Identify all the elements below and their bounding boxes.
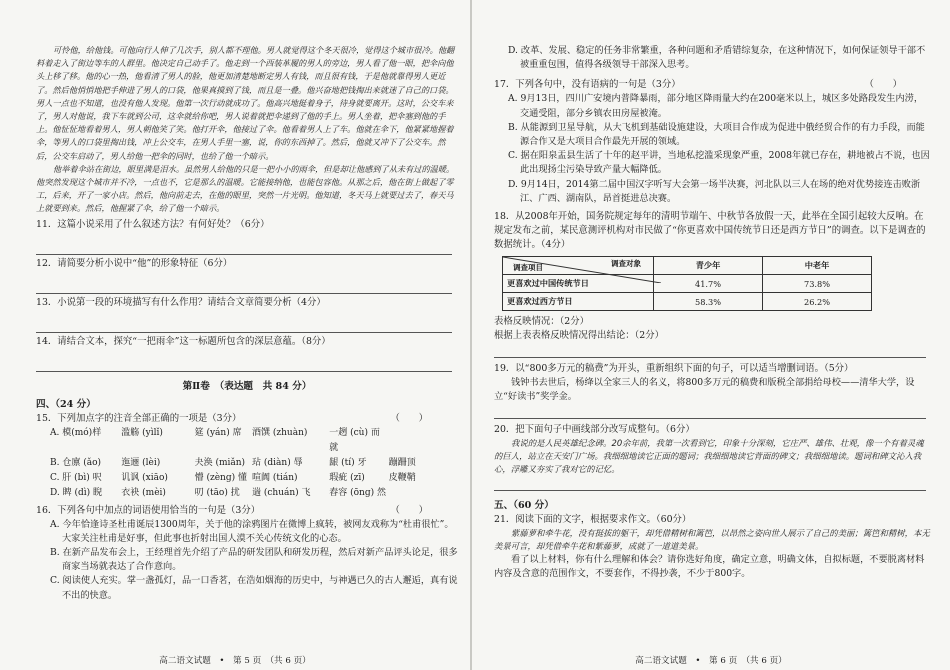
answer-line[interactable]: [36, 232, 452, 255]
question-18: 18．从2008年开始，国务院规定每年的清明节端午、中秋节各放假一天，此举在全国引起较大反响。在规定发布之前，某民意测评机构对市民做了“你更喜欢中国传统节日还是西方节日”的调查。以下是调查的数据统计。（4分）: [494, 211, 926, 251]
q16-option-d[interactable]: D. 改革、发展、稳定的任务非常繁重，各种问题和矛盾错综复杂，在这种情况下，如何保证领导干部不被重重包围，值得各级领导干部深入思考。: [508, 45, 926, 71]
answer-line[interactable]: [494, 404, 926, 419]
option-row-c[interactable]: C. 肝 (bì) 呎 讥讽 (xiāo) 懵 (zèng) 懂 喧阗 (tián) 瑕疵 (zī) 皮鞭鞘: [50, 472, 416, 483]
section-four-heading: 四、（24 分）: [36, 398, 96, 410]
table-row: [503, 293, 872, 311]
col-header-youth: 青少年: [654, 257, 763, 275]
q17-option-c[interactable]: C. 据在阳泉盂县生活了十年的赵平讲，当地私挖滥采现象严重，2008年就已存在，耕地被占不说，也因此出现扬尘污染导致产量大幅降低。: [508, 150, 930, 176]
cell-value: 41.7%: [654, 275, 763, 293]
row-label: 更喜欢过西方节日: [503, 293, 654, 311]
question-11: 11．这篇小说采用了什么叙述方法？有何好处？（6分）: [36, 218, 270, 230]
cell-value: 26.2%: [763, 293, 872, 311]
q17-option-d[interactable]: D. 9月14日，2014第二届中国汉字听写大会第一场半决赛，河北队以三人在场的绝对优势接连击败浙江、广西、湖南队，昂首挺进总决赛。: [508, 178, 921, 204]
q15-options: [36, 426, 458, 501]
q18-part-b: 根据上表表格反映情况得出结论：（2分）: [494, 330, 665, 342]
part2-title: 第Ⅱ卷 （表达题 共 84 分）: [182, 380, 312, 392]
corner-top-label: 调查对象: [611, 259, 641, 269]
corner-bottom-label: 调查项目: [513, 263, 543, 273]
story-paragraph: 可怜他，给他钱。可他向行人伸了几次手，别人都不理他。男人就觉得这个冬天很冷，觉得这个城市很冷。他翻料着走入了街边等车的人群里。他决定自己动手了。他走到一个西装革履的男人的旁边，男人看了他一眼，把伞向他头上移了移。他的心一热，他看清了男人的脸，他更加清楚地断定男人有钱，而且很有钱，于是他就靠得男人更近了。然后他悄悄地把手伸进了男人的口袋，他果真摸到了钱，而且是一叠。他兴奋地把钱掏出来就迷了自己的口袋。男人一点也不知道，也没有他人发现。他第一次行动就成功了。他高兴地挺着身子，待身就要离开。这时，公交车来了，男人对他说，我下车就到公司，这伞就给你吧，男人说着就把伞递到了他的手上。男人坐着，把伞塞到他的手上。他怔怔地看着男人，男人朝他笑了笑。他打开伞，他接过了伞。他看着男人上了车。他就在伞下，他紧紧地握着伞，等男人的口袋里掏出钱，冲上公交车，在男人手里一塞，说，你的东西掉了。然后，他就又冲下了公交车。然后，公交车启动了，男人给他一把伞的同时，也给了他一个暗示。: [36, 45, 455, 161]
cell-value: 58.3%: [654, 293, 763, 311]
answer-line[interactable]: [494, 476, 926, 491]
question-16: 16．下列各句中加点的词语使用恰当的一句是（3分） （ ）: [36, 504, 428, 516]
question-21: 21．阅读下面的文字，根据要求作文。（60分）: [494, 514, 692, 526]
question-20: 20．把下面句子中画线部分改写成整句。（6分）: [494, 424, 695, 436]
cell-value: 73.8%: [763, 275, 872, 293]
option-row-b[interactable]: B. 仓廪 (ǎo) 迤逦 (lèi) 夬涣 (miǎn) 玷 (diàn) 辱 龈 (tí) 牙 蹦跚顶: [50, 457, 416, 468]
col-header-elder: 中老年: [763, 257, 872, 275]
section-five-heading: 五、（60 分）: [494, 500, 554, 512]
story-paragraph: 他举着伞站在街边，眼里满是泪水。虽然男人给他的只是一把小小的雨伞，但是却让他感到了从未有过的温暖。他突然发现这个城市并不冷，一点也不，它是那么的温暖。它能接纳他，也能包容他。从那之后，他在街上做起了零工，后来，开了一家小店。然后，他向前走去，在他的眼里，突然一片光明。他知道，冬天马上就要过去了，春天马上就要到来。然后，他握紧了伞，给了他一个暗示。: [36, 163, 455, 214]
q20-material: 我说的是人民英雄纪念碑。20余年前，我第一次看到它，印象十分深刻，它庄严、雄伟、壮观，像一个有着灵魂的巨人，站立在天安门广场。我细细地读它正面的题词；我细细地读它背面的碑文；我细细地读。题词和碑文沁入我心，浮雕又夯实了我对它的记忆。: [494, 438, 924, 475]
question-19: 19．以“800多万元的稿费”为开头，重新组织下面的句子，可以适当增删词语。（5分）: [494, 363, 854, 375]
question-15: 15．下列加点字的注音全部正确的一项是（3分） （ ）: [36, 412, 428, 424]
option-row-d[interactable]: D. 睥 (dì) 睨 衣袂 (mèi) 叨 (tāo) 扰 遄 (chuán) 飞 舂容 (ōng) 然: [50, 487, 386, 498]
q16-option-b[interactable]: B. 在新产品发布会上，王经理首先介绍了产品的研发团队和研发历程，然后对新产品评头论足，很多商家当场就表达了合作意向。: [50, 547, 458, 573]
q21-requirements: 看了以上材料，你有什么理解和体会？请你选好角度，确定立意，明确文体，自拟标题，不要脱离材料内容及含意的范围作文，不要套作，不得抄袭，不少于800字。: [494, 554, 925, 580]
question-17: 17．下列各句中，没有语病的一句是（3分） （ ）: [494, 79, 902, 91]
answer-line[interactable]: [36, 271, 452, 294]
q21-material: 紫藤萝和牵牛花，没有挺拔的躯干，却凭借精树和篱笆，以昂然之姿向世人展示了自己的美丽；篱笆和精树，本无美景可言，却凭借牵牛花和紫藤萝，成就了一道道美景。: [494, 528, 930, 552]
q17-option-a[interactable]: A. 9月13日，四川广安境内普降暴雨，部分地区降雨量大约在200毫米以上，城区多处路段发生内涝，交通受阻，部分乡镇农田房屋被淹。: [508, 93, 924, 119]
answer-line[interactable]: [36, 310, 452, 333]
question-13: 13．小说第一段的环境描写有什么作用？请结合文章简要分析（4分）: [36, 296, 326, 308]
answer-line[interactable]: [36, 349, 452, 372]
q18-part-a: 表格反映情况：（2分）: [494, 316, 590, 328]
option-row-a[interactable]: A. 模(mó)样 滥觞 (yìlǐ) 筵 (yán) 席 酒馔 (zhuàn) 一趔 (cù) 而就: [50, 427, 380, 453]
q16-option-c[interactable]: C. 阅读使人充实。掌一盏孤灯，品一口香茗，在浩如烟海的历史中，与神遇已久的古人邂逅，真有说不出的快意。: [50, 575, 458, 601]
exam-page-left: [0, 0, 470, 670]
q17-option-b[interactable]: B. 从能源到卫星导航，从大飞机到基础设施建设，大项目合作成为促进中俄经贸合作的有力手段，而能源合作又是大项目合作最先开展的领域。: [508, 121, 925, 148]
question-12: 12．请简要分析小说中“他”的形象特征（6分）: [36, 257, 233, 269]
q19-material: 钱钟书去世后，杨绛以全家三人的名义，将800多万元的稿费和版税全部捐给母校——清华大学，设立“好读书”奖学金。: [494, 377, 915, 403]
row-label: 更喜欢过中国传统节日: [503, 275, 654, 293]
exam-page-right: [472, 0, 950, 670]
q16-option-a[interactable]: A. 今年恰逢诗圣杜甫诞辰1300周年，关于他的涂鸦图片在微博上疯转，被网友戏称为“杜甫很忙”。大家关注杜甫是好事，但此事也折射出国人漠不关心传统文化的心态。: [50, 518, 454, 544]
table-corner-cell: [503, 257, 654, 275]
page-footer: 高二语文试题 • 第 5 页 （共 6 页）: [159, 656, 311, 666]
answer-line[interactable]: [494, 343, 926, 358]
survey-table: [502, 256, 872, 311]
page-footer: 高二语文试题 • 第 6 页 （共 6 页）: [635, 656, 787, 666]
question-14: 14．请结合文本，探究“一把雨伞”这一标题所包含的深层意蕴。（8分）: [36, 335, 331, 347]
